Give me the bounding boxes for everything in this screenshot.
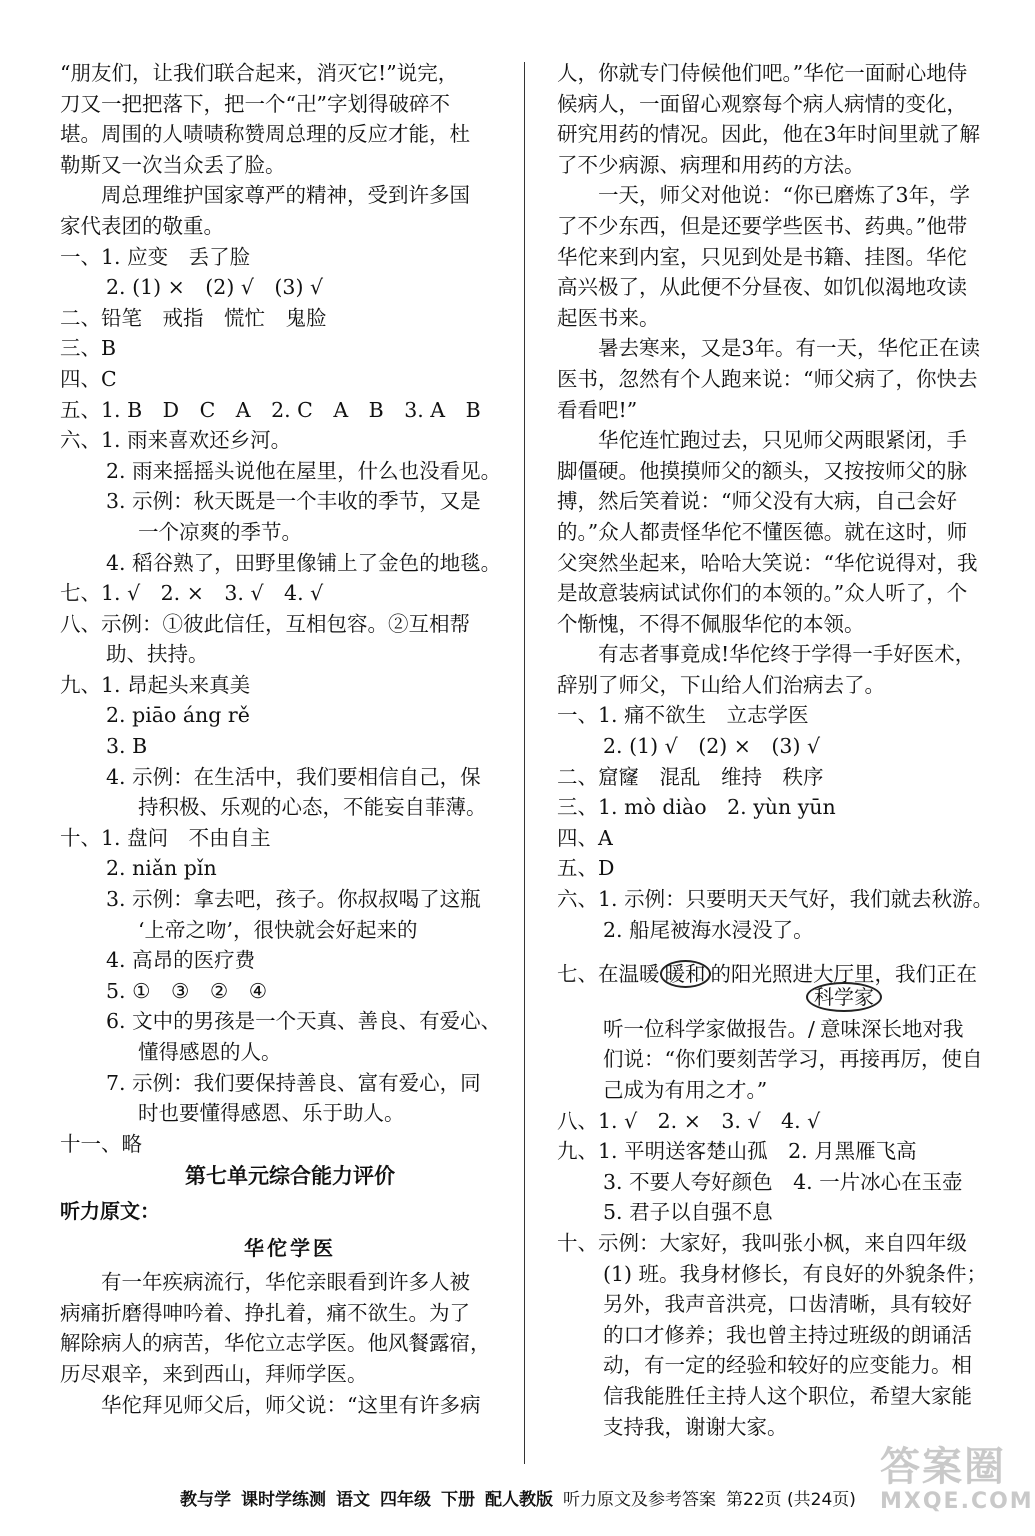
watermark-logo: 答案圈	[880, 1444, 1006, 1490]
left-column	[60, 58, 520, 1420]
text-line: 看看吧!”	[557, 397, 638, 422]
text-line: 2. piāo áng rě	[106, 703, 250, 728]
column-divider	[524, 62, 525, 1464]
text-line: 信我能胜任主持人这个职位，希望大家能	[603, 1383, 972, 1408]
text-line: 周总理维护国家尊严的精神，受到许多国	[101, 183, 470, 208]
text-line: 父突然坐起来，哈哈大笑说：“华佗说得对，我	[557, 550, 978, 575]
footer-grade: 四年级	[380, 1490, 431, 1510]
text-line: 懂得感恩的人。	[138, 1040, 282, 1064]
story-line: 解除病人的病苦，华佗立志学医。他风餐露宿，	[60, 1331, 491, 1356]
text-line: 2. 船尾被海水浸没了。	[603, 917, 814, 942]
text-line: 3. B	[106, 734, 148, 759]
text-line: 六、1. 示例：只要明天天气好，我们就去秋游。	[557, 887, 994, 912]
text-line: 三、1. mò diào 2. yùn yūn	[557, 795, 836, 820]
text-line: (1) 班。我身材修长，有良好的外貌条件；	[603, 1261, 988, 1286]
text-line: 的口才修养；我也曾主持过班级的朗诵活	[603, 1322, 972, 1347]
text-line: 十、示例：大家好，我叫张小枫，来自四年级	[557, 1230, 967, 1255]
q7-post: 的阳光照进大厅里，我们正在	[710, 962, 977, 987]
text-line: 有志者事竟成!华佗终于学得一手好医术，	[598, 642, 976, 667]
q7-pre: 七、在温暖	[557, 962, 660, 987]
text-line: 持积极、乐观的心态，不能妄自菲薄。	[138, 795, 487, 820]
text-line: 4. 高昂的医疗费	[106, 948, 256, 973]
text-line: 脚僵硬。他摸摸师父的额头，又按按师父的脉	[557, 458, 967, 483]
left-answer-lines	[60, 58, 520, 1159]
q7-line2-rest: 意味深长地对我	[820, 1016, 964, 1041]
text-line: 六、1. 雨来喜欢还乡河。	[60, 428, 292, 453]
text-line: 支持我，谢谢大家。	[603, 1414, 788, 1439]
q7-circled-word: 暖和	[660, 960, 711, 988]
text-line: 辞别了师父，下山给人们治病去了。	[557, 672, 885, 697]
text-line: 3. 示例：秋天既是一个丰收的季节，又是	[106, 489, 481, 514]
text-line: 3. 不要人夸好颜色 4. 一片冰心在玉壶	[603, 1169, 963, 1194]
text-line: 起医书来。	[557, 305, 660, 330]
q7-insert-row	[557, 984, 1017, 1014]
watermark-url: MXQE.COM	[880, 1489, 1034, 1514]
right-story-lines	[557, 58, 1017, 945]
text-line: 华佗连忙跑过去，只见师父两眼紧闭，手	[598, 428, 967, 453]
footer-volume: 下册	[441, 1490, 475, 1510]
text-line: 是故意装病试试你们的本领的。”众人听了，个	[557, 581, 968, 606]
text-line: 时也要懂得感恩、乐于助人。	[138, 1101, 405, 1126]
footer-series: 课时学练测	[241, 1490, 326, 1510]
footer-section: 听力原文及参考答案	[563, 1490, 716, 1510]
text-line: 搏，然后笑着说：“师父没有大病，自己会好	[557, 489, 957, 514]
left-story-lines	[60, 1267, 520, 1420]
text-line: 二、窟窿 混乱 维持 秩序	[557, 764, 824, 789]
text-line: 5. ① ③ ② ④	[106, 978, 268, 1003]
q7-line4: 己成为有用之才。”	[603, 1078, 768, 1102]
footer-subject: 语文	[336, 1490, 370, 1510]
text-line: 2. 雨来摇摇头说他在屋里，什么也没看见。	[106, 458, 502, 483]
footer-page: 第22页 (共24页)	[726, 1490, 856, 1510]
text-line: 八、示例：①彼此信任，互相包容。②互相帮	[60, 611, 470, 636]
q7-line2-text: 听一位科学家做报告。	[603, 1016, 808, 1041]
story-title: 华佗学医	[244, 1235, 336, 1260]
text-line: 个惭愧，不得不佩服华佗的本领。	[557, 611, 865, 636]
q7-insert-word: 科学家	[806, 982, 882, 1012]
text-line: 一、1. 应变 丢了脸	[60, 244, 251, 269]
text-line: 助、扶持。	[106, 642, 209, 667]
page-footer	[180, 1485, 940, 1510]
text-line: 五、1. B D C A 2. C A B 3. A B	[60, 397, 481, 422]
text-line: 九、1. 平明送客楚山孤 2. 月黑雁飞高	[557, 1139, 917, 1164]
q7-line3: 们说：“你们要刻苦学习，再接再厉，使自	[603, 1047, 983, 1072]
text-line: 研究用药的情况。因此，他在3年时间里就了解	[557, 122, 981, 147]
listening-label: 听力原文：	[60, 1198, 160, 1223]
text-line: 5. 君子以自强不息	[603, 1200, 773, 1225]
q7-line2	[557, 1014, 1017, 1045]
insert-caret-icon: /	[808, 1016, 815, 1041]
watermark	[880, 1444, 1034, 1530]
text-line: 另外，我声音洪亮，口齿清晰，具有较好	[603, 1292, 972, 1317]
text-line: 勒斯又一次当众丢了脸。	[60, 152, 286, 177]
text-line: 2. (1) √ (2) × (3) √	[603, 734, 821, 759]
text-line: 一、1. 痛不欲生 立志学医	[557, 703, 809, 728]
text-line: ‘上帝之吻’，很快就会好起来的	[138, 917, 418, 942]
text-line: 家代表团的敬重。	[60, 213, 224, 238]
text-line: 医书，忽然有个人跑来说：“师父病了，你快去	[557, 366, 978, 391]
text-line: 7. 示例：我们要保持善良、富有爱心，同	[106, 1070, 481, 1095]
text-line: 四、A	[557, 825, 613, 850]
text-line: 四、C	[60, 366, 117, 391]
text-line: 4. 稻谷熟了，田野里像铺上了金色的地毯。	[106, 550, 502, 575]
text-line: 的。”众人都责怪华佗不懂医德。就在这时，师	[557, 519, 968, 544]
footer-book: 教与学	[180, 1490, 231, 1510]
right-column	[557, 58, 1017, 1442]
text-line: 华佗来到内室，只见到处是书籍、挂图。华佗	[557, 244, 967, 269]
text-line: 了不少东西，但是还要学些医书、药典。”他带	[557, 213, 968, 238]
text-line: “朋友们，让我们联合起来，消灭它!”说完，	[60, 61, 459, 85]
story-line: 有一年疾病流行，华佗亲眼看到许多人被	[101, 1270, 470, 1295]
text-line: 三、B	[60, 336, 117, 361]
text-line: 刀又一把把落下，把一个“卍”字划得破碎不	[60, 91, 450, 116]
text-line: 高兴极了，从此便不分昼夜、如饥似渴地攻读	[557, 275, 967, 300]
right-answer-lines	[557, 1106, 1017, 1443]
text-line: 堪。周围的人啧啧称赞周总理的反应才能，杜	[60, 122, 470, 147]
story-line: 历尽艰辛，来到西山，拜师学医。	[60, 1361, 368, 1386]
text-line: 二、铅笔 戒指 慌忙 鬼脸	[60, 305, 327, 330]
text-line: 2. (1) × (2) √ (3) √	[106, 275, 324, 300]
text-line: 动，有一定的经验和较好的应变能力。相	[603, 1353, 972, 1378]
text-line: 十一、略	[60, 1131, 142, 1156]
text-line: 五、D	[557, 856, 615, 881]
text-line: 一个凉爽的季节。	[138, 519, 302, 544]
story-line: 华佗拜见师父后，师父说：“这里有许多病	[101, 1392, 481, 1417]
text-line: 十、1. 盘问 不由自主	[60, 825, 271, 850]
text-line: 人，你就专门侍候他们吧。”华佗一面耐心地侍	[557, 61, 968, 85]
text-line: 暑去寒来，又是3年。有一天，华佗正在读	[598, 336, 981, 361]
text-line: 了不少病源、病理和用药的方法。	[557, 152, 865, 177]
text-line: 九、1. 昂起头来真美	[60, 672, 251, 697]
text-line: 八、1. √ 2. × 3. √ 4. √	[557, 1108, 821, 1133]
q7-line1	[557, 959, 1017, 990]
text-line: 候病人，一面留心观察每个病人病情的变化，	[557, 91, 967, 116]
text-line: 4. 示例：在生活中，我们要相信自己，保	[106, 764, 481, 789]
text-line: 一天，师父对他说：“你已磨炼了3年，学	[598, 183, 971, 208]
story-line: 病痛折磨得呻吟着、挣扎着，痛不欲生。为了	[60, 1300, 470, 1325]
text-line: 2. niǎn pǐn	[106, 856, 217, 881]
text-line: 七、1. √ 2. × 3. √ 4. √	[60, 581, 324, 606]
text-line: 6. 文中的男孩是一个天真、善良、有爱心、	[106, 1009, 502, 1034]
unit-title: 第七单元综合能力评价	[185, 1164, 395, 1189]
footer-edition: 配人教版	[485, 1490, 553, 1510]
text-line: 3. 示例：拿去吧，孩子。你叔叔喝了这瓶	[106, 887, 481, 912]
